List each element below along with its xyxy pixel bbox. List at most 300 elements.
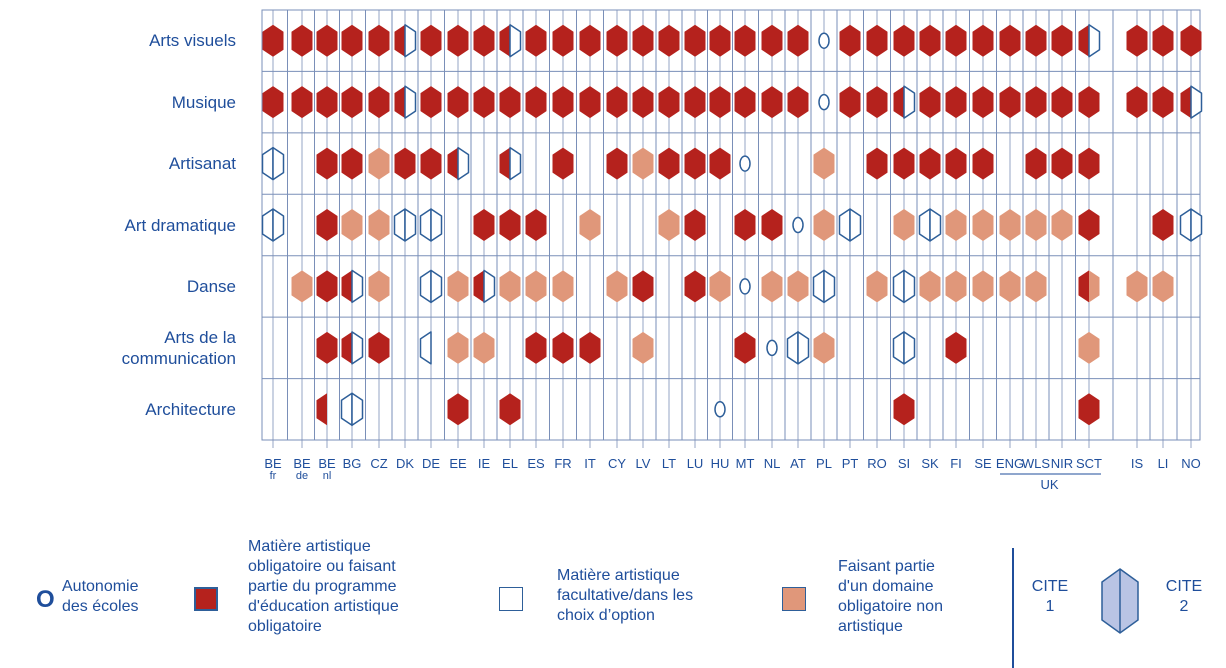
row-label [149, 30, 236, 51]
hex-half-mark [720, 270, 731, 302]
column-label: NL [763, 456, 781, 471]
hex-half-mark [877, 86, 888, 118]
hex-half-mark [510, 25, 521, 57]
hex-half-mark [904, 332, 915, 364]
hex-half-mark [500, 86, 511, 118]
column-label: LI [1157, 456, 1169, 471]
hex-half-mark [1127, 86, 1138, 118]
hex-half-mark [814, 209, 825, 241]
column-label: SCT [1076, 456, 1102, 471]
hex-half-mark [379, 148, 390, 180]
hex-half-mark [273, 209, 284, 241]
hex-half-mark [1052, 25, 1063, 57]
hex-half-mark [930, 86, 941, 118]
hex-half-mark [327, 25, 338, 57]
hex-half-mark [342, 86, 353, 118]
row-label-line: Art dramatique [124, 215, 236, 235]
hex-half-mark [894, 332, 905, 364]
column-label: BE [293, 456, 311, 471]
hex-half-mark [956, 148, 967, 180]
hex-half-mark [352, 86, 363, 118]
hex-half-mark [840, 86, 851, 118]
hex-half-mark [352, 209, 363, 241]
hex-half-mark [510, 270, 521, 302]
hex-half-mark [877, 25, 888, 57]
hex-half-mark [983, 25, 994, 57]
hex-half-mark [788, 86, 799, 118]
column-label: DK [395, 456, 415, 471]
hex-half-mark [762, 86, 773, 118]
hex-half-mark [273, 86, 284, 118]
hex-half-mark [1079, 209, 1090, 241]
hex-half-mark [983, 209, 994, 241]
hex-half-mark [710, 86, 721, 118]
hex-half-mark [1153, 86, 1164, 118]
hex-half-mark [633, 86, 644, 118]
hex-half-mark [1153, 209, 1164, 241]
hex-half-mark [973, 209, 984, 241]
hex-half-mark [327, 270, 338, 302]
hex-half-mark [500, 393, 511, 425]
hex-half-mark [553, 332, 564, 364]
hex-half-mark [685, 148, 696, 180]
hex-half-mark [431, 209, 442, 241]
hex-half-mark [669, 148, 680, 180]
row-label-line: Arts de la [164, 327, 236, 347]
hex-half-mark [1153, 270, 1164, 302]
hex-half-mark [590, 209, 601, 241]
hex-half-mark [458, 393, 469, 425]
hex-half-mark [510, 86, 521, 118]
hex-half-mark [930, 270, 941, 302]
legend-line: Faisant partie [838, 558, 935, 575]
row-label [125, 215, 237, 236]
hex-half-mark [659, 209, 670, 241]
hex-half-mark [1036, 270, 1047, 302]
hex-half-mark [695, 148, 706, 180]
legend-line: artistique [838, 618, 903, 635]
hex-half-mark [563, 270, 574, 302]
hex-half-mark [405, 148, 416, 180]
hex-half-mark [448, 148, 459, 180]
hex-half-mark [369, 86, 380, 118]
hex-half-mark [1026, 86, 1037, 118]
hex-half-mark [500, 209, 511, 241]
column-label: WLS [1021, 456, 1051, 471]
legend-optional-label [557, 566, 757, 626]
hex-half-mark [1010, 86, 1021, 118]
hex-half-mark [1000, 270, 1011, 302]
column-label: SI [897, 456, 911, 471]
hex-half-mark [633, 25, 644, 57]
hex-half-mark [458, 332, 469, 364]
hex-half-mark [973, 25, 984, 57]
row-label-line: Architecture [145, 399, 236, 419]
column-label: IT [584, 456, 596, 471]
hex-half-mark [563, 332, 574, 364]
column-label: ENG [995, 456, 1025, 471]
hex-half-mark [405, 209, 416, 241]
legend-non-artistic-swatch [782, 587, 806, 611]
column-label: HU [710, 456, 730, 471]
hex-half-mark [500, 148, 511, 180]
row-label [172, 92, 236, 113]
hex-half-mark [484, 332, 495, 364]
hex-half-mark [369, 209, 380, 241]
legend-line: Matière artistique [557, 567, 680, 584]
column-label: SK [921, 456, 939, 471]
column-label: fr [269, 470, 277, 482]
legend-line: 1 [1045, 598, 1055, 615]
hex-half-mark [867, 270, 878, 302]
cite-hexagon-icon [1098, 566, 1142, 636]
hex-half-mark [973, 270, 984, 302]
hex-half-mark [1079, 332, 1090, 364]
hex-half-mark [1052, 209, 1063, 241]
hex-half-mark [553, 270, 564, 302]
hex-half-mark [720, 25, 731, 57]
hex-half-mark [659, 86, 670, 118]
hex-half-mark [458, 148, 469, 180]
hex-half-mark [590, 25, 601, 57]
hex-half-mark [659, 148, 670, 180]
column-label: nl [322, 470, 332, 482]
hex-half-mark [1089, 270, 1100, 302]
hex-half-mark [669, 209, 680, 241]
hex-half-mark [745, 86, 756, 118]
hex-half-mark [395, 86, 406, 118]
hex-half-mark [762, 209, 773, 241]
hex-half-mark [904, 86, 915, 118]
hex-half-mark [458, 86, 469, 118]
hex-half-mark [772, 209, 783, 241]
hex-half-mark [669, 86, 680, 118]
hex-half-mark [431, 25, 442, 57]
hex-half-mark [421, 209, 432, 241]
column-label: LV [635, 456, 651, 471]
hex-half-mark [894, 25, 905, 57]
hex-half-mark [395, 25, 406, 57]
hex-half-mark [1137, 25, 1148, 57]
hex-half-mark [352, 393, 363, 425]
hex-half-mark [946, 25, 957, 57]
hex-half-mark [735, 209, 746, 241]
hex-half-mark [1137, 270, 1148, 302]
hex-half-mark [553, 86, 564, 118]
legend-cite1 [1030, 577, 1070, 617]
legend-line: d'un domaine [838, 578, 934, 595]
legend-line: Autonomie [62, 578, 139, 595]
legend-line: d'éducation artistique [248, 598, 399, 615]
row-label [145, 399, 236, 420]
hex-half-mark [1026, 148, 1037, 180]
hex-half-mark [814, 270, 825, 302]
hex-half-mark [894, 393, 905, 425]
hex-half-mark [946, 86, 957, 118]
hex-half-mark [1181, 25, 1192, 57]
hex-half-mark [352, 25, 363, 57]
hex-half-mark [824, 209, 835, 241]
legend-line: facultative/dans les [557, 587, 694, 604]
hex-half-mark [877, 270, 888, 302]
hex-half-mark [536, 25, 547, 57]
hex-half-mark [395, 148, 406, 180]
hex-half-mark [946, 332, 957, 364]
hex-half-mark [617, 25, 628, 57]
hex-half-mark [342, 148, 353, 180]
column-label: CY [607, 456, 627, 471]
hex-half-mark [894, 270, 905, 302]
hex-half-mark [772, 270, 783, 302]
hex-half-mark [1089, 25, 1100, 57]
legend-line: choix d’option [557, 607, 655, 624]
hex-half-mark [536, 270, 547, 302]
column-label: SE [974, 456, 992, 471]
hex-half-mark [379, 270, 390, 302]
hex-half-mark [474, 270, 485, 302]
hex-half-mark [327, 332, 338, 364]
column-label: BG [342, 456, 362, 471]
legend-cite2 [1164, 577, 1204, 617]
column-label: BE [264, 456, 282, 471]
hex-half-mark [421, 25, 432, 57]
hex-half-mark [317, 25, 328, 57]
hex-half-mark [867, 148, 878, 180]
hex-half-mark [617, 270, 628, 302]
hex-half-mark [536, 332, 547, 364]
hex-half-mark [956, 25, 967, 57]
hex-half-mark [1089, 148, 1100, 180]
hex-half-mark [710, 270, 721, 302]
hex-half-mark [1010, 25, 1021, 57]
hex-half-mark [458, 270, 469, 302]
hex-half-mark [685, 270, 696, 302]
hex-half-mark [1181, 86, 1192, 118]
hex-half-mark [633, 270, 644, 302]
hex-half-mark [342, 270, 353, 302]
hex-half-mark [798, 86, 809, 118]
hex-half-mark [421, 332, 432, 364]
hex-half-mark [685, 209, 696, 241]
hex-half-mark [405, 86, 416, 118]
autonomy-mark [819, 33, 829, 48]
row-label-line: Artisanat [168, 154, 236, 174]
hex-half-mark [877, 148, 888, 180]
hex-half-mark [1036, 209, 1047, 241]
hex-half-mark [643, 86, 654, 118]
hex-half-mark [458, 25, 469, 57]
hex-half-mark [563, 148, 574, 180]
hex-half-mark [669, 25, 680, 57]
hex-half-mark [695, 209, 706, 241]
hex-half-mark [327, 86, 338, 118]
hex-half-mark [1127, 270, 1138, 302]
hex-half-mark [617, 148, 628, 180]
legend-line: obligatoire ou faisant [248, 558, 396, 575]
hex-half-mark [553, 148, 564, 180]
hex-half-mark [263, 25, 274, 57]
hex-half-mark [1153, 25, 1164, 57]
hex-half-mark [292, 86, 303, 118]
hex-half-mark [421, 270, 432, 302]
legend-line: 2 [1179, 598, 1189, 615]
hex-half-mark [369, 148, 380, 180]
column-label: IE [477, 456, 491, 471]
column-label: MT [735, 456, 755, 471]
hex-half-mark [302, 25, 313, 57]
hex-half-mark [735, 25, 746, 57]
column-label: NIR [1050, 456, 1074, 471]
hex-half-mark [798, 25, 809, 57]
hex-half-mark [1026, 209, 1037, 241]
hex-half-mark [317, 270, 328, 302]
hex-half-mark [1163, 209, 1174, 241]
hex-half-mark [421, 86, 432, 118]
hex-half-mark [904, 25, 915, 57]
hex-half-mark [867, 25, 878, 57]
hex-half-mark [633, 332, 644, 364]
hex-half-mark [720, 148, 731, 180]
hex-half-mark [824, 148, 835, 180]
autonomy-mark [740, 279, 750, 294]
hex-half-mark [421, 148, 432, 180]
hex-half-mark [840, 209, 851, 241]
hex-half-mark [342, 209, 353, 241]
hex-half-mark [379, 209, 390, 241]
hex-half-mark [973, 86, 984, 118]
hex-half-mark [342, 393, 353, 425]
hex-half-mark [292, 270, 303, 302]
hex-half-mark [327, 209, 338, 241]
row-label [187, 276, 236, 297]
hex-half-mark [788, 332, 799, 364]
hex-half-mark [607, 25, 618, 57]
hex-half-mark [1036, 25, 1047, 57]
hex-half-mark [695, 86, 706, 118]
hex-half-mark [695, 270, 706, 302]
hex-half-mark [379, 332, 390, 364]
hex-half-mark [643, 148, 654, 180]
hex-half-mark [1079, 148, 1090, 180]
hex-half-mark [590, 332, 601, 364]
hex-half-mark [867, 86, 878, 118]
legend-optional-swatch [499, 587, 523, 611]
row-label-line: Danse [186, 276, 236, 296]
row-label-line: Musique [171, 92, 236, 112]
hex-half-mark [500, 270, 511, 302]
hex-half-mark [772, 25, 783, 57]
hex-half-mark [526, 86, 537, 118]
hex-half-mark [904, 209, 915, 241]
hex-half-mark [1052, 148, 1063, 180]
row-label [122, 327, 236, 369]
hex-half-mark [894, 86, 905, 118]
column-label: LU [686, 456, 704, 471]
hex-half-mark [580, 25, 591, 57]
hex-half-mark [317, 332, 328, 364]
hex-half-mark [946, 209, 957, 241]
hex-half-mark [643, 25, 654, 57]
hex-half-mark [1089, 86, 1100, 118]
hex-half-mark [643, 270, 654, 302]
hex-half-mark [1062, 148, 1073, 180]
hex-half-mark [352, 332, 363, 364]
hex-half-mark [342, 25, 353, 57]
autonomy-mark [740, 156, 750, 171]
hex-half-mark [788, 25, 799, 57]
hex-half-mark [685, 86, 696, 118]
hex-half-mark [840, 25, 851, 57]
hex-half-mark [474, 209, 485, 241]
hex-half-mark [814, 332, 825, 364]
column-label: FR [554, 456, 572, 471]
hex-half-mark [920, 25, 931, 57]
hex-half-mark [510, 393, 521, 425]
hex-half-mark [904, 270, 915, 302]
hex-half-mark [263, 209, 274, 241]
hex-half-mark [685, 25, 696, 57]
hex-half-mark [1062, 209, 1073, 241]
hex-half-mark [607, 270, 618, 302]
hex-half-mark [474, 25, 485, 57]
hex-half-mark [500, 25, 511, 57]
column-label: PT [841, 456, 859, 471]
column-label: DE [421, 456, 441, 471]
row-label [169, 153, 236, 174]
hex-half-mark [1036, 86, 1047, 118]
hex-half-mark [302, 270, 313, 302]
hex-half-mark [1181, 209, 1192, 241]
column-label: FI [950, 456, 962, 471]
hex-half-mark [395, 209, 406, 241]
hex-half-mark [327, 148, 338, 180]
column-label: EE [449, 456, 467, 471]
legend-compulsory-swatch [194, 587, 218, 611]
hex-half-mark [930, 148, 941, 180]
hex-half-mark [536, 209, 547, 241]
hex-half-mark [1062, 25, 1073, 57]
hex-half-mark [850, 209, 861, 241]
hex-half-mark [369, 25, 380, 57]
hex-half-mark [1163, 270, 1174, 302]
hex-half-mark [1163, 86, 1174, 118]
hex-half-mark [317, 86, 328, 118]
hex-half-mark [448, 393, 459, 425]
hex-half-mark [920, 209, 931, 241]
hex-half-mark [580, 209, 591, 241]
column-label: AT [790, 456, 806, 471]
hex-half-mark [1079, 86, 1090, 118]
hex-half-mark [263, 148, 274, 180]
hex-half-mark [510, 209, 521, 241]
hex-half-mark [352, 270, 363, 302]
hex-half-mark [607, 148, 618, 180]
hex-half-mark [930, 25, 941, 57]
hex-half-mark [1079, 270, 1090, 302]
hex-half-mark [431, 86, 442, 118]
hex-half-mark [1026, 270, 1037, 302]
hex-half-mark [745, 332, 756, 364]
hex-half-mark [526, 270, 537, 302]
hex-half-mark [448, 332, 459, 364]
hex-half-mark [1079, 393, 1090, 425]
hex-half-mark [1010, 270, 1021, 302]
hex-half-mark [643, 332, 654, 364]
hex-half-mark [983, 86, 994, 118]
legend-line: partie du programme [248, 578, 397, 595]
hex-half-mark [894, 209, 905, 241]
hex-half-mark [1079, 25, 1090, 57]
